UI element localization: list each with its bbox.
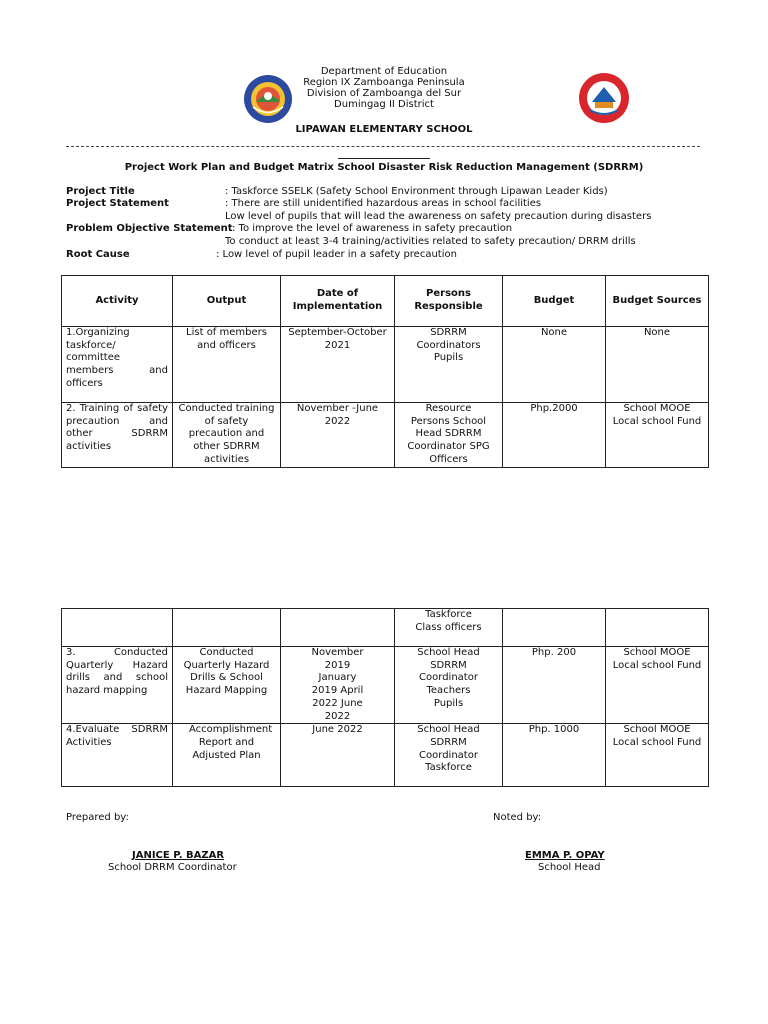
cell-activity: 3. Conducted Quarterly Hazard drills and school hazard mapping bbox=[62, 647, 173, 724]
cell-activity bbox=[62, 609, 173, 647]
school-name: LIPAWAN ELEMENTARY SCHOOL bbox=[295, 124, 473, 135]
problem-objective-label: Problem Objective Statement bbox=[66, 223, 233, 234]
project-statement-value-1: : There are still unidentified hazardous areas in school facilities bbox=[225, 198, 542, 209]
cell-activity: 2. Training of safety precaution and other SDRRM activities bbox=[62, 403, 173, 468]
table-row bbox=[62, 609, 709, 647]
table-row bbox=[62, 327, 709, 403]
cell-budget-sources bbox=[606, 609, 709, 647]
table-row bbox=[62, 647, 709, 724]
header-budget-sources: Budget Sources bbox=[606, 276, 709, 327]
title-rule bbox=[338, 158, 430, 159]
project-title-value: : Taskforce SSELK (Safety School Environment through Lipawan Leader Kids) bbox=[225, 186, 608, 197]
cell-output bbox=[173, 609, 281, 647]
root-cause-label: Root Cause bbox=[66, 249, 130, 260]
cell-budget: Php.2000 bbox=[503, 403, 606, 468]
cell-output: Accomplishment Report and Adjusted Plan bbox=[173, 724, 281, 787]
project-title-label: Project Title bbox=[66, 186, 135, 197]
cell-budget-sources: None bbox=[606, 327, 709, 403]
budget-matrix-table-continued bbox=[61, 608, 709, 787]
header-department: Department of Education bbox=[320, 66, 448, 77]
cell-budget: None bbox=[503, 327, 606, 403]
cell-persons: SDRRM Coordinators Pupils bbox=[395, 327, 503, 403]
cell-persons: School Head SDRRM Coordinator Teachers Pupils bbox=[395, 647, 503, 724]
cell-budget bbox=[503, 609, 606, 647]
noted-by-label: Noted by: bbox=[493, 812, 542, 823]
cell-activity: 1.Organizing taskforce/ committee members and officers bbox=[62, 327, 173, 403]
problem-objective-value-1: : To improve the level of awareness in safety precaution bbox=[232, 223, 513, 234]
cell-date: November -June 2022 bbox=[281, 403, 395, 468]
table-row bbox=[62, 724, 709, 787]
cell-budget: Php. 200 bbox=[503, 647, 606, 724]
cell-output: Conducted training of safety precaution and other SDRRM activities bbox=[173, 403, 281, 468]
table-header-row bbox=[62, 276, 709, 327]
cell-activity: 4.Evaluate SDRRM Activities bbox=[62, 724, 173, 787]
header-budget: Budget bbox=[503, 276, 606, 327]
table-row bbox=[62, 403, 709, 468]
noted-by-name: EMMA P. OPAY bbox=[525, 850, 605, 861]
project-statement-value-2: Low level of pupils that will lead the awareness on safety precaution during disasters bbox=[225, 211, 652, 222]
document-title: Project Work Plan and Budget Matrix School Disaster Risk Reduction Management (SDRRM) bbox=[124, 162, 644, 173]
noted-by-title: School Head bbox=[538, 862, 601, 873]
header-persons: Persons Responsible bbox=[395, 276, 503, 327]
header-district: Dumingag II District bbox=[334, 99, 434, 110]
cell-date: November 2019 January 2019 April 2022 June 2022 bbox=[281, 647, 395, 724]
cell-budget: Php. 1000 bbox=[503, 724, 606, 787]
header-region: Region IX Zamboanga Peninsula bbox=[303, 77, 465, 88]
cell-budget-sources: School MOOE Local school Fund bbox=[606, 403, 709, 468]
cell-persons: Resource Persons School Head SDRRM Coordinator SPG Officers bbox=[395, 403, 503, 468]
cell-output: Conducted Quarterly Hazard Drills & School Hazard Mapping bbox=[173, 647, 281, 724]
prepared-by-name: JANICE P. BAZAR bbox=[132, 850, 225, 861]
problem-objective-value-2: To conduct at least 3-4 training/activities related to safety precaution/ DRRM drills bbox=[225, 236, 636, 247]
cell-date: June 2022 bbox=[281, 724, 395, 787]
cell-budget-sources: School MOOE Local school Fund bbox=[606, 647, 709, 724]
header-division: Division of Zamboanga del Sur bbox=[306, 88, 462, 99]
cell-date: September-October 2021 bbox=[281, 327, 395, 403]
prepared-by-title: School DRRM Coordinator bbox=[108, 862, 237, 873]
cell-date bbox=[281, 609, 395, 647]
prepared-by-label: Prepared by: bbox=[66, 812, 129, 823]
header-activity: Activity bbox=[62, 276, 173, 327]
cell-persons: School Head SDRRM Coordinator Taskforce bbox=[395, 724, 503, 787]
cell-budget-sources: School MOOE Local school Fund bbox=[606, 724, 709, 787]
header-divider bbox=[66, 146, 700, 147]
header-date: Date of Implementation bbox=[281, 276, 395, 327]
cell-output: List of members and officers bbox=[173, 327, 281, 403]
cell-persons: Taskforce Class officers bbox=[395, 609, 503, 647]
budget-matrix-table bbox=[61, 275, 709, 468]
root-cause-value: : Low level of pupil leader in a safety precaution bbox=[216, 249, 457, 260]
header-output: Output bbox=[173, 276, 281, 327]
project-statement-label: Project Statement bbox=[66, 198, 169, 209]
